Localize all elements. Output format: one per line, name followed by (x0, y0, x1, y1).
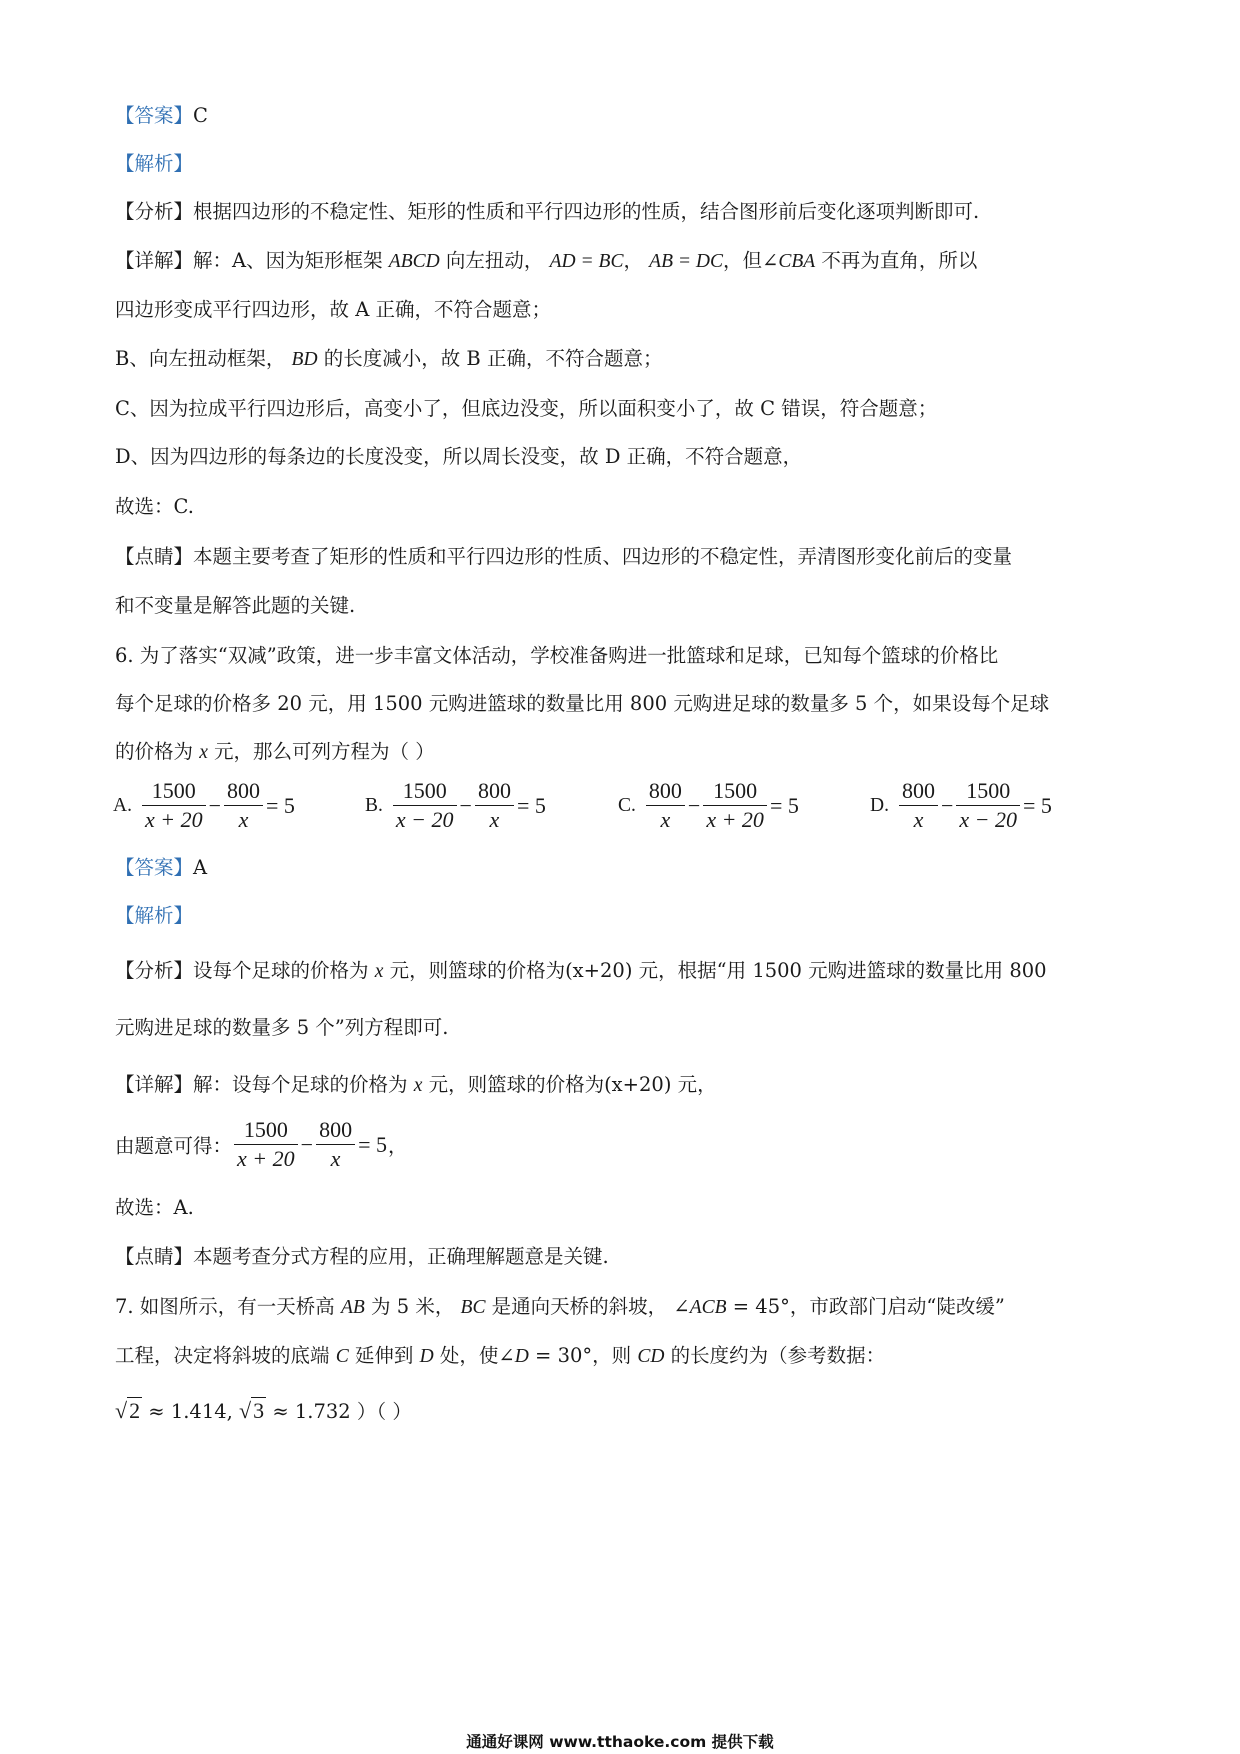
choice-line-q5: 故选：C. (115, 495, 194, 518)
analysis-line-q5: 【分析】根据四边形的不稳定性、矩形的性质和平行四边形的性质，结合图形前后变化逐项判断即可. (115, 200, 980, 223)
option-a: A. $\frac{1500}{x + 20}$ − $\frac{800}{x}$ = 5 (113, 778, 295, 832)
question-7-line-2: 工程，决定将斜坡的底端 C 延伸到 D 处，使∠D = 30°，则 CD 的长度约为（参考数据： (115, 1344, 886, 1367)
comment-line-2-q5: 和不变量是解答此题的关键. (115, 594, 356, 617)
fraction: $\frac{800}{x}$ (224, 778, 263, 833)
detail-line-b-q5: B、向左扭动框架， BD 的长度减小，故 B 正确，不符合题意； (115, 347, 663, 370)
question-7-line-1: 7. 如图所示，有一天桥高 AB 为 5 米， BC 是通向天桥的斜坡， ∠ACB = 45°，市政部门启动“陡改缓” (115, 1295, 1005, 1318)
fraction: $\frac{800}{x}$ (316, 1117, 355, 1172)
sqrt-symbol: √3 (239, 1398, 265, 1423)
fraction: $\frac{800}{x}$ (475, 778, 514, 833)
answer-line-q6: 【答案】A (115, 856, 208, 879)
detail-line-d-q5: D、因为四边形的每条边的长度没变，所以周长没变，故 D 正确，不符合题意， (115, 445, 803, 468)
analysis-line-1-q6: 【分析】设每个足球的价格为 x 元，则篮球的价格为(x+20) 元，根据“用 1500 元购进篮球的数量比用 800 (115, 959, 1047, 982)
detail-line-2-q5: 四边形变成平行四边形，故 A 正确，不符合题意； (115, 298, 551, 321)
option-b: B. $\frac{1500}{x - 20}$ − $\frac{800}{x}$ = 5 (365, 778, 546, 832)
analysis-heading-q5: 【解析】 (115, 152, 194, 175)
equation-line-q6: 由题意可得： $\frac{1500}{x + 20}$ − $\frac{800}{x}$ = 5， (115, 1117, 408, 1171)
fraction: $\frac{1500}{x + 20}$ (142, 778, 206, 833)
page-footer: 通通好课网 www.tthaoke.com 提供下载 (466, 1733, 774, 1751)
sqrt-symbol: √2 (115, 1398, 141, 1423)
fraction: $\frac{800}{x}$ (899, 778, 938, 833)
comment-line-q6: 【点睛】本题考查分式方程的应用，正确理解题意是关键. (115, 1245, 609, 1268)
question-6-line-2: 每个足球的价格多 20 元，用 1500 元购进篮球的数量比用 800 元购进足球的数量多 5 个，如果设每个足球 (115, 692, 1050, 715)
choice-line-q6: 故选：A. (115, 1196, 194, 1219)
detail-line-q6: 【详解】解：设每个足球的价格为 x 元，则篮球的价格为(x+20) 元， (115, 1073, 717, 1096)
analysis-heading-q6: 【解析】 (115, 904, 194, 927)
question-6-line-1: 6. 为了落实“双减”政策，进一步丰富文体活动，学校准备购进一批篮球和足球，已知每个篮球的价格比 (115, 644, 999, 667)
option-c: C. $\frac{800}{x}$ − $\frac{1500}{x + 20}$ = 5 (618, 778, 799, 832)
fraction: $\frac{800}{x}$ (646, 778, 685, 833)
fraction: $\frac{1500}{x - 20}$ (956, 778, 1020, 833)
detail-line-c-q5: C、因为拉成平行四边形后，高变小了，但底边没变，所以面积变小了，故 C 错误，符合题意； (115, 397, 938, 420)
fraction: $\frac{1500}{x + 20}$ (234, 1117, 298, 1172)
fraction: $\frac{1500}{x - 20}$ (393, 778, 457, 833)
answer-line-q5: 【答案】C (115, 104, 208, 127)
question-7-line-3: √2 ≈ 1.414, √3 ≈ 1.732 ）（ ） (115, 1398, 412, 1423)
analysis-line-2-q6: 元购进足球的数量多 5 个”列方程即可. (115, 1016, 449, 1039)
option-d: D. $\frac{800}{x}$ − $\frac{1500}{x - 20}$ = 5 (870, 778, 1052, 832)
question-6-line-3: 的价格为 x 元，那么可列方程为（ ） (115, 740, 435, 763)
comment-line-1-q5: 【点睛】本题主要考查了矩形的性质和平行四边形的性质、四边形的不稳定性，弄清图形变化前后的变量 (115, 545, 1013, 568)
detail-line-1-q5: 【详解】解：A、因为矩形框架 ABCD 向左扭动， AD = BC， AB = DC，但∠CBA 不再为直角，所以 (115, 249, 978, 272)
fraction: $\frac{1500}{x + 20}$ (703, 778, 767, 833)
